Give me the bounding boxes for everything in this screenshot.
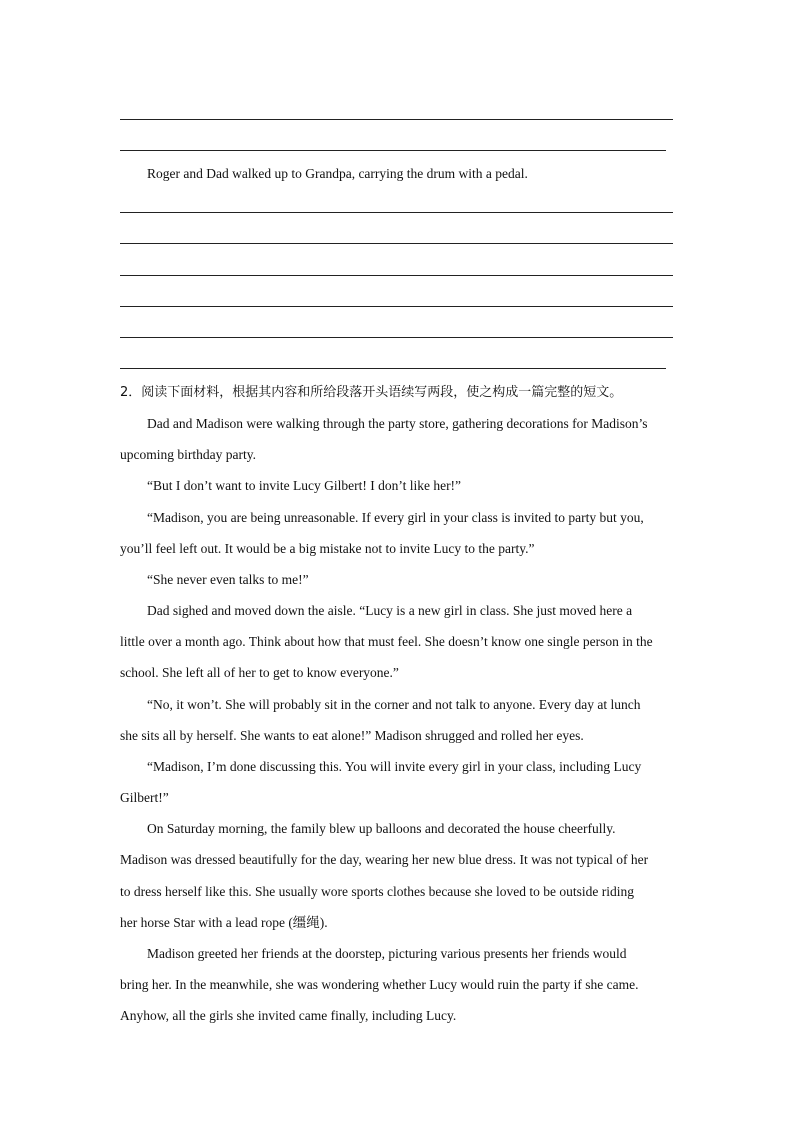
passage-line: Anyhow, all the girls she invited came finally, including Lucy. [120, 1008, 457, 1023]
answer-line [120, 337, 673, 338]
passage-line: “Madison, I’m done discussing this. You will invite every girl in your class, including Lucy [147, 759, 642, 774]
answer-line [120, 275, 673, 276]
answer-line [120, 150, 666, 151]
passage-line: little over a month ago. Think about how that must feel. She doesn’t know one single person in the [120, 634, 653, 649]
continuation-opening: Roger and Dad walked up to Grandpa, carrying the drum with a pedal. [147, 166, 528, 181]
passage-line: school. She left all of her to get to know everyone.” [120, 665, 399, 680]
answer-line [120, 368, 666, 369]
passage-line: “But I don’t want to invite Lucy Gilbert! I don’t like her!” [147, 478, 462, 493]
question-heading: 2．阅读下面材料，根据其内容和所给段落开头语续写两段，使之构成一篇完整的短文。 [120, 385, 623, 400]
answer-line [120, 306, 673, 307]
passage-line: Madison greeted her friends at the doorstep, picturing various presents her friends would [147, 946, 627, 961]
passage-line: “No, it won’t. She will probably sit in the corner and not talk to anyone. Every day at lunch [147, 697, 641, 712]
passage-line: Gilbert!” [120, 790, 169, 805]
passage-line: upcoming birthday party. [120, 447, 256, 462]
answer-line [120, 212, 673, 213]
passage-line: “Madison, you are being unreasonable. If every girl in your class is invited to party but you, [147, 510, 644, 525]
passage-line: you’ll feel left out. It would be a big mistake not to invite Lucy to the party.” [120, 541, 535, 556]
passage-line: her horse Star with a lead rope (缰绳). [120, 915, 328, 930]
passage-line: On Saturday morning, the family blew up balloons and decorated the house cheerfully. [147, 821, 616, 836]
passage-line: Madison was dressed beautifully for the day, wearing her new blue dress. It was not typical of her [120, 852, 649, 867]
passage-line: Dad sighed and moved down the aisle. “Lucy is a new girl in class. She just moved here a [147, 603, 633, 618]
passage-line: “She never even talks to me!” [147, 572, 309, 587]
passage-line: bring her. In the meanwhile, she was wondering whether Lucy would ruin the party if she came. [120, 977, 639, 992]
answer-line [120, 243, 673, 244]
answer-line [120, 119, 673, 120]
passage-line: Dad and Madison were walking through the party store, gathering decorations for Madison’s [147, 416, 648, 431]
passage-line: to dress herself like this. She usually wore sports clothes because she loved to be outside riding [120, 884, 635, 899]
passage-line: she sits all by herself. She wants to eat alone!” Madison shrugged and rolled her eyes. [120, 728, 584, 743]
